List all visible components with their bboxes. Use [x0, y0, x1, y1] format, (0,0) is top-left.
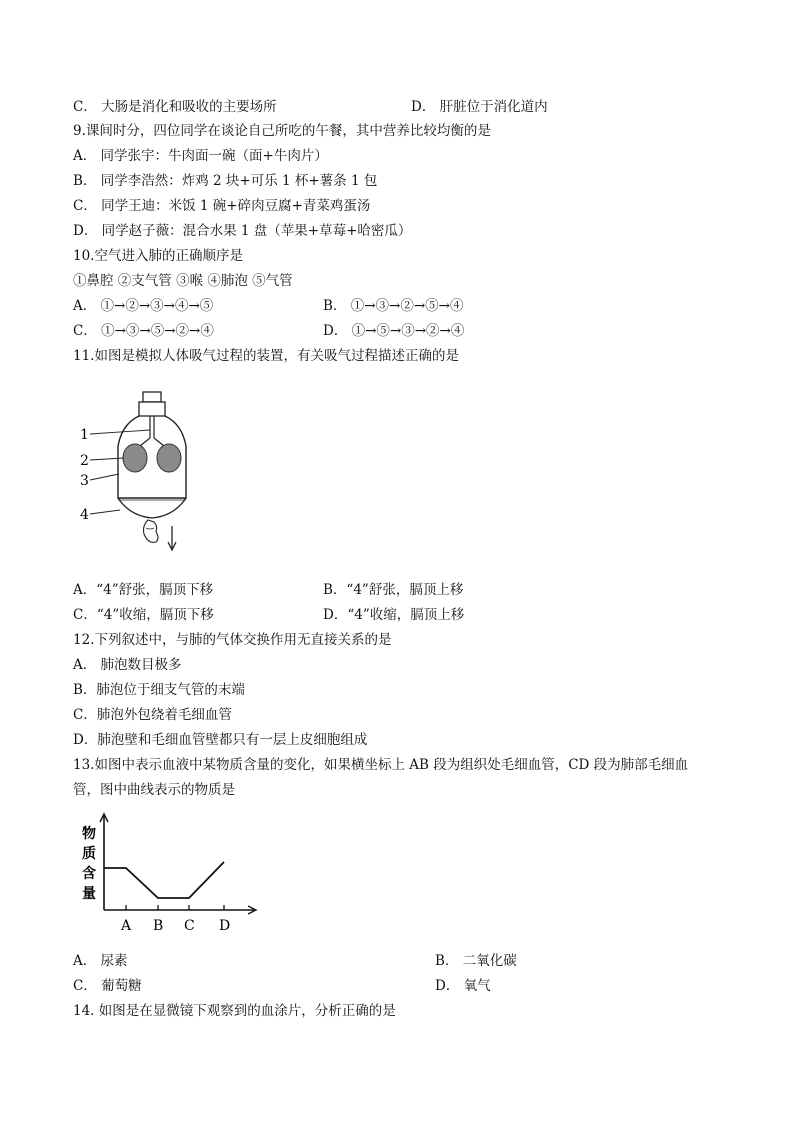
q10-option-row-2: [73, 322, 465, 340]
q9-stem: 9.课间时分，四位同学在谈论自己所吃的午餐，其中营养比较均衡的是: [73, 123, 491, 139]
stopper-top: [143, 392, 161, 402]
q9-option-d[interactable]: D． 同学赵子薇：混合水果 1 盘（苹果+草莓+哈密瓜）: [73, 223, 412, 239]
tick-label-b: B: [153, 918, 164, 934]
q12-option-b[interactable]: B．肺泡位于细支气管的末端: [73, 682, 245, 698]
y-axis-label-char-2: 质: [82, 846, 96, 862]
q13-option-d[interactable]: D． 氧气: [435, 978, 491, 994]
q12-stem: 12.下列叙述中，与肺的气体交换作用无直接关系的是: [73, 632, 392, 648]
q8-option-c[interactable]: C． 大肠是消化和吸收的主要场所: [73, 99, 277, 115]
q12-option-c[interactable]: C．肺泡外包绕着毛细血管: [73, 707, 232, 723]
content-curve: [104, 862, 224, 898]
q9-option-c[interactable]: C． 同学王迪：米饭 1 碗+碎肉豆腐+青菜鸡蛋汤: [73, 198, 371, 214]
q12-option-a[interactable]: A． 肺泡数目极多: [73, 657, 182, 673]
q10-stem: 10.空气进入肺的正确顺序是: [73, 248, 243, 264]
q13-option-c[interactable]: C． 葡萄糖: [73, 978, 142, 994]
q10-option-c[interactable]: C． ①→③→⑤→②→④: [73, 323, 214, 339]
q11-option-a[interactable]: A．“4”舒张，膈顶下移: [73, 582, 214, 598]
tick-label-a: A: [121, 918, 132, 934]
q13-option-row-2: [73, 977, 491, 995]
q11-option-d[interactable]: D．“4”收缩，膈顶上移: [323, 607, 465, 623]
q8-option-row: [73, 98, 548, 116]
q10-option-b[interactable]: B． ①→③→②→⑤→④: [323, 298, 464, 314]
substance-content-chart: [76, 812, 266, 938]
label-line-1: [90, 430, 150, 434]
q13-stem-line-2: 管，图中曲线表示的物质是: [73, 782, 235, 798]
breathing-model-figure: [78, 388, 208, 560]
q14-stem: 14. 如图是在显微镜下观察到的血涂片，分析正确的是: [73, 1003, 396, 1019]
label-1: 1: [80, 427, 89, 443]
right-balloon-lung: [157, 444, 181, 472]
q13-option-a[interactable]: A． 尿素: [73, 953, 128, 969]
q11-option-c[interactable]: C．“4”收缩，膈顶下移: [73, 607, 214, 623]
q11-option-b[interactable]: B．“4”舒张，膈顶上移: [323, 582, 464, 598]
q12-option-d[interactable]: D．肺泡壁和毛细血管壁都只有一层上皮细胞组成: [73, 732, 368, 748]
q9-option-b[interactable]: B． 同学李浩然：炸鸡 2 块+可乐 1 杯+薯条 1 包: [73, 173, 378, 189]
tick-label-d: D: [219, 918, 231, 934]
label-line-3: [90, 474, 119, 480]
q13-option-b[interactable]: B． 二氧化碳: [435, 953, 517, 969]
q11-option-row-2: [73, 606, 465, 624]
label-3: 3: [80, 473, 89, 489]
label-4: 4: [80, 507, 89, 523]
y-axis-label-char-1: 物: [82, 826, 96, 842]
q11-option-row-1: [73, 581, 464, 599]
q10-option-d[interactable]: D． ①→⑤→③→②→④: [323, 323, 465, 339]
q11-stem: 11.如图是模拟人体吸气过程的装置，有关吸气过程描述正确的是: [73, 348, 459, 364]
hand-icon: [144, 520, 159, 542]
y-axis-label-char-3: 含: [82, 866, 96, 882]
q10-items: ①鼻腔 ②支气管 ③喉 ④肺泡 ⑤气管: [73, 273, 293, 289]
q10-option-a[interactable]: A． ①→②→③→④→⑤: [73, 298, 214, 314]
tick-label-c: C: [184, 918, 195, 934]
label-line-4: [90, 510, 120, 514]
bronchi: [140, 438, 164, 446]
label-line-2: [90, 458, 124, 460]
q9-option-a[interactable]: A． 同学张宇：牛肉面一碗（面+牛肉片）: [73, 148, 328, 164]
q8-option-d[interactable]: D． 肝脏位于消化道内: [411, 99, 548, 115]
q13-option-row-1: [73, 952, 517, 970]
label-2: 2: [80, 453, 89, 469]
q13-stem-line-1: 13.如图中表示血液中某物质含量的变化，如果横坐标上 AB 段为组织处毛细血管，CD 段为肺部毛细血: [73, 757, 689, 773]
left-balloon-lung: [123, 444, 147, 472]
rubber-membrane: [118, 498, 186, 518]
stopper: [139, 402, 165, 416]
y-axis-label-char-4: 量: [82, 886, 96, 902]
q10-option-row-1: [73, 297, 464, 315]
